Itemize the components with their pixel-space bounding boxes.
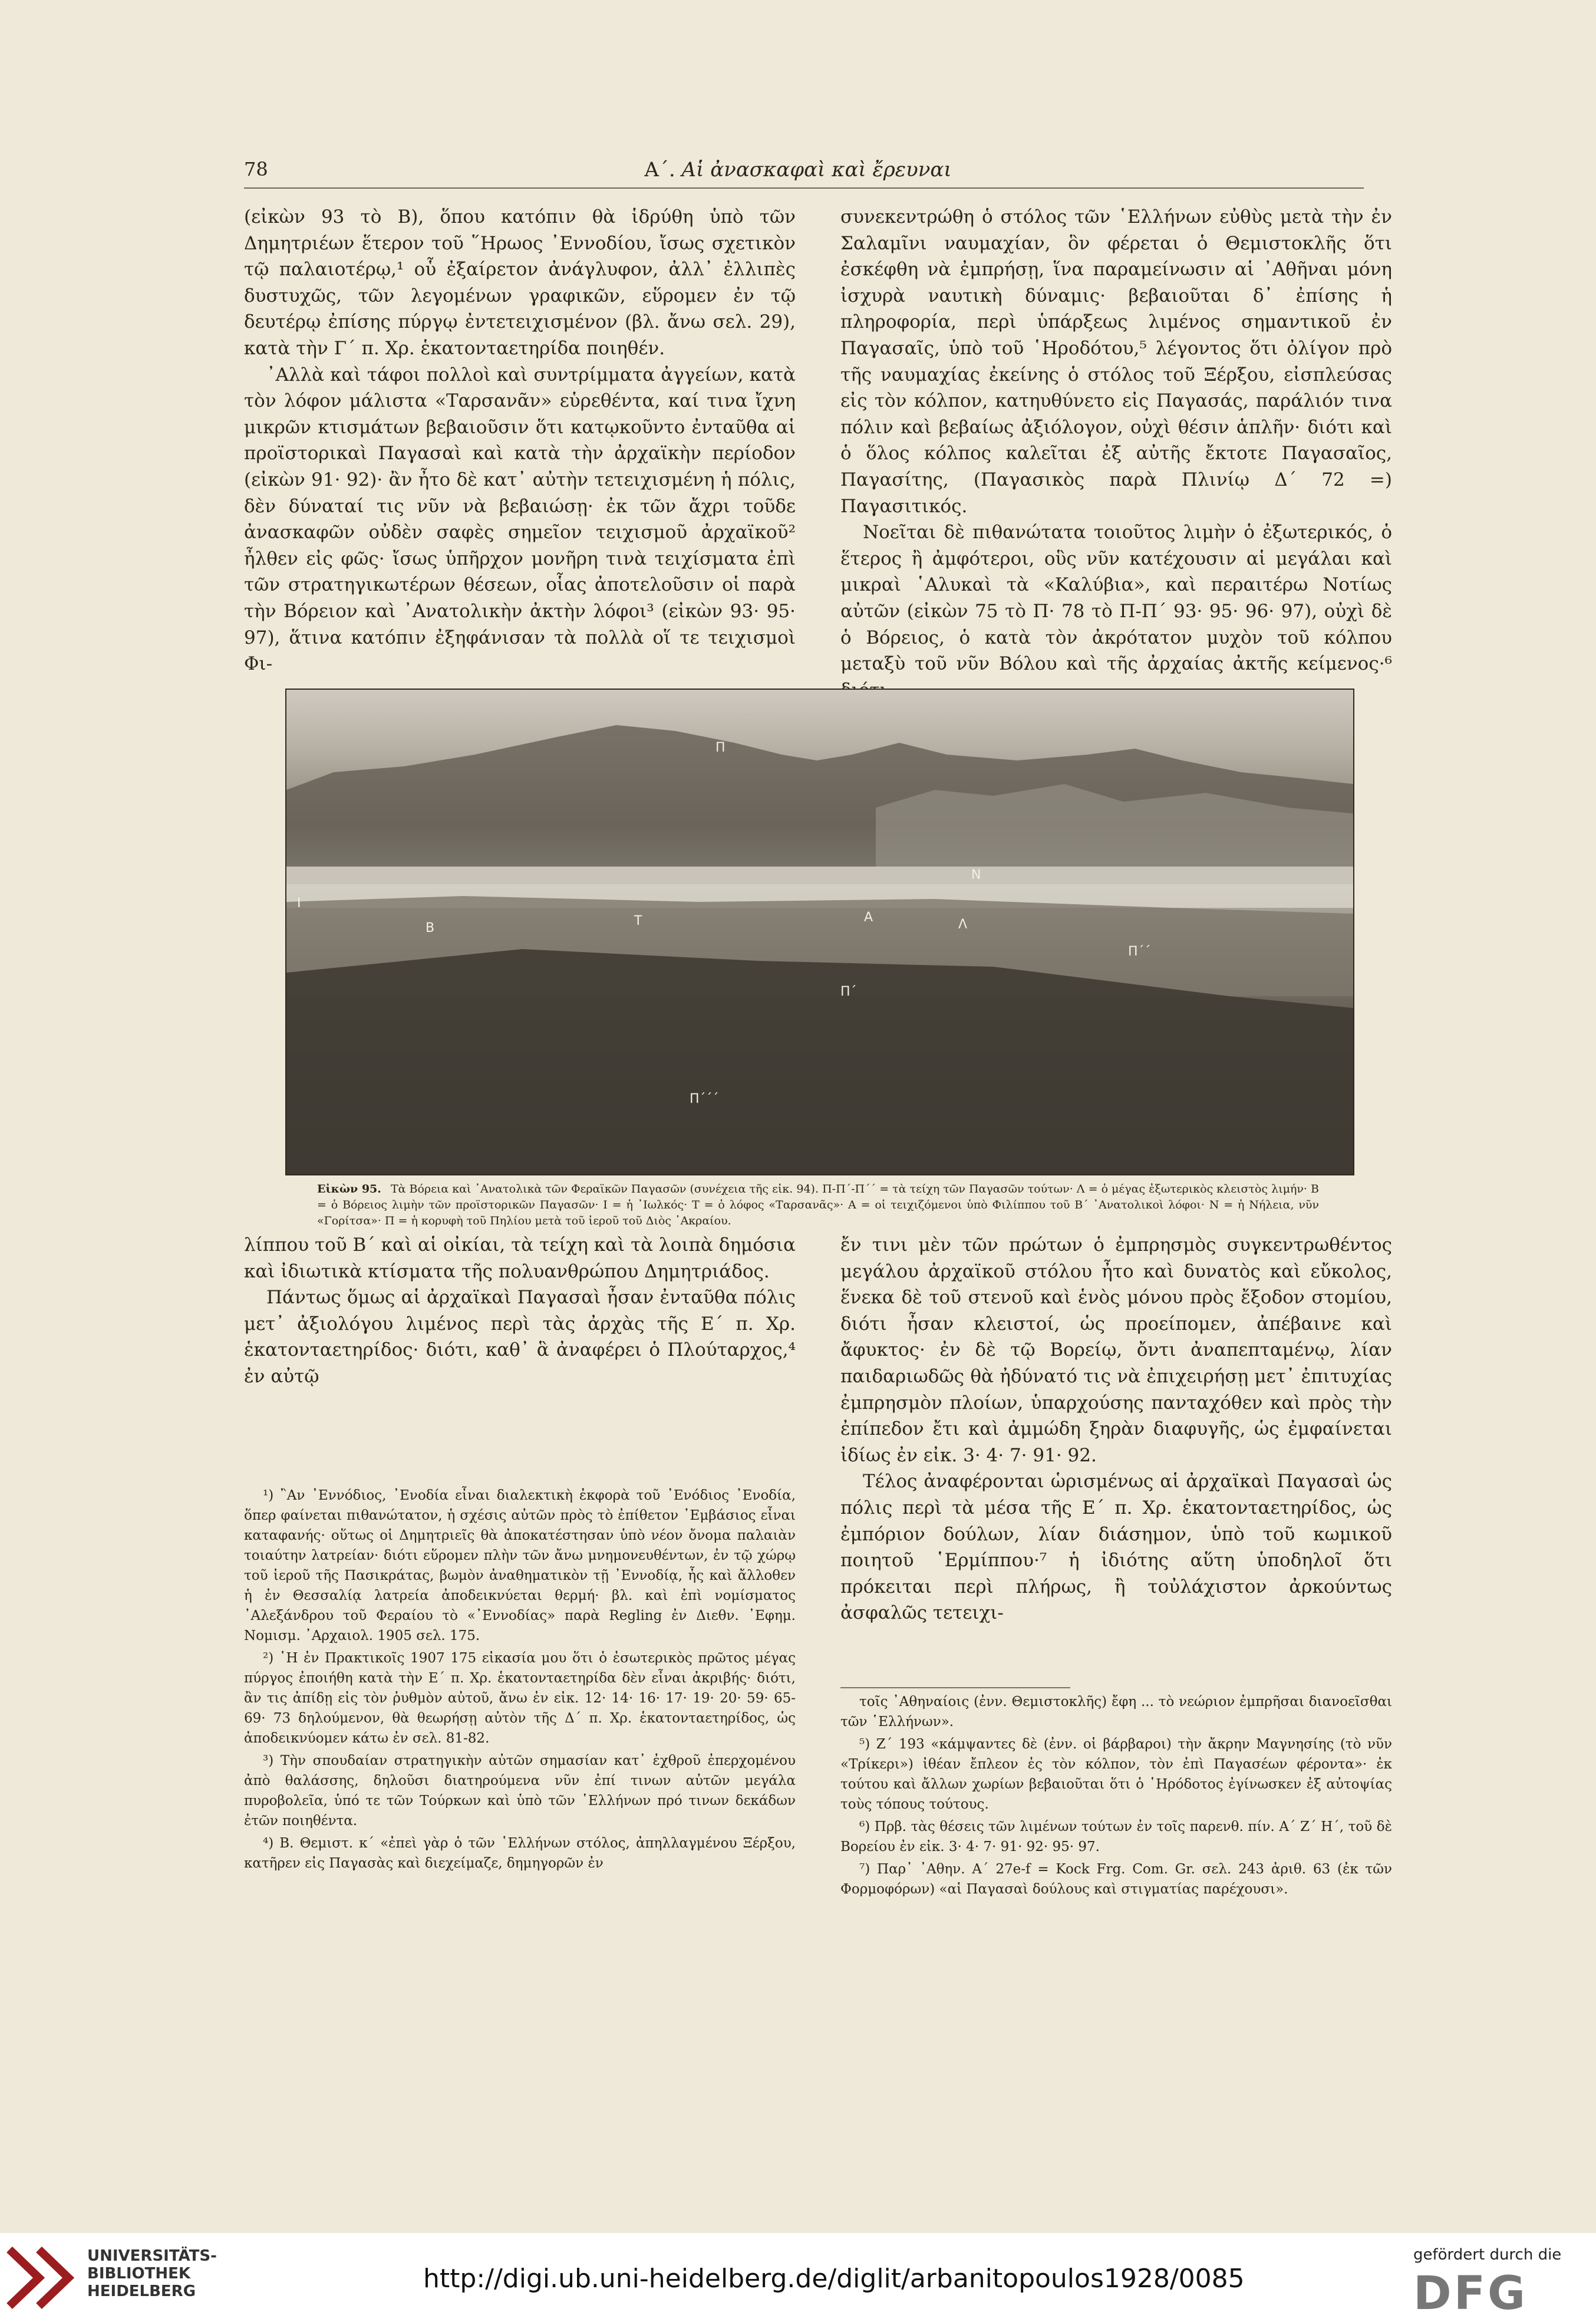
column-left-bottom xyxy=(244,1232,796,1390)
paragraph: Πάντως ὅμως αἱ ἀρχαϊκαὶ Παγασαὶ ἦσαν ἐνταῦθα πόλις μετ᾿ ἀξιολόγου λιμένος περὶ τὰς ἀρχὰς τῆς Ε΄ π. Χρ. ἑκατονταετηρίδος· διότι, καθ᾿ ἃ ἀναφέρει ὁ Πλούταρχος,⁴ ἐν αὐτῷ xyxy=(244,1287,796,1387)
column-right-top xyxy=(840,204,1392,703)
photo-label-tarsanas: Τ xyxy=(634,914,642,928)
landscape-photo xyxy=(285,689,1354,1175)
photo-label-peak: Π xyxy=(715,740,726,755)
footnote: ³) Τὴν σπουδαίαν στρατηγικὴν αὐτῶν σημασίαν κατ᾿ ἐχθροῦ ἐπερχομένου ἀπὸ θαλάσσης, δηλοῦσι διατηρούμενα νῦν ἐπί τινων αὐτῶν μεγάλα πυροβολεῖα, ὑπό τε τῶν Τούρκων καὶ ὑπὸ τῶν ῾Ελλήνων πρό τινων δεκάδων ἐτῶν ποιηθέντα. xyxy=(244,1753,796,1829)
photo-label-north-harbour: Β xyxy=(426,921,435,936)
column-left-top xyxy=(244,204,796,677)
photo-label-iolkos: Ι xyxy=(297,896,301,911)
header-rule xyxy=(244,187,1364,189)
footnote: ²) ῾Η ἐν Πρακτικοῖς 1907 175 εἰκασία μου ὅτι ὁ ἐσωτερικὸς πρῶτος μέγας πύργος ἐποιήθη κατὰ τὴν Ε΄ π. Χρ. ἑκατονταετηρίδα δὲν εἶναι ἀκριβής· διότι, ἂν τις ἀπίδῃ εἰς τὸν ῥυθμὸν αὐτοῦ, ἄνω ἐν εἰκ. 12· 14· 16· 17· 19· 20· 59· 65-69· 73 δηλούμενον, θὰ θεωρήσῃ αὐτὸν τῆς Δ΄ π. Χρ. ἑκατονταετηρίδος, ὡς ἀποδεικνύομεν κάτω ἐν σελ. 81-82. xyxy=(244,1651,796,1746)
photo-label-east-hills: Α xyxy=(864,910,873,925)
dfg-logo: DFG xyxy=(1413,2267,1528,2320)
photo-label-neleia: Ν xyxy=(971,868,981,882)
footnote: ¹) ῍Αν ᾿Εννόδιος, ᾿Ενοδία εἶναι διαλεκτικὴ ἐκφορὰ τοῦ ᾿Ενόδιος ᾿Ενοδία, ὅπερ φαίνεται πιθανώτατον, ἡ σχέσις αὐτῶν πρὸς τὸ ἐπίθετον ᾿Εμβάσιος εἶναι καταφανής· οὕτως οἱ Δημητριεῖς θὰ ἀποκατέστησαν ὑπὸ νέον ὄνομα παλαιὰν τοιαύτην λατρείαν· διότι εὕρομεν πλὴν τῶν ἄνω μνημονευθέντων, ἐν τῷ χώρῳ τοῦ ἱεροῦ τῆς Πασικράτας, βωμὸν ἀναθηματικὸν τῇ ᾿Εννοδίᾳ, ἧς καὶ ἄλλοθεν ἡ ἐν Θεσσαλίᾳ λατρεία ἀποδεικνύεται θερμή· βλ. καὶ ἐπὶ νομίσματος ᾿Αλεξάνδρου τοῦ Φεραίου τὸ «᾿Εννοδίας» παρὰ Regling ἐν Διεθν. ᾿Εφημ. Νομισμ. ᾿Αρχαιολ. 1905 σελ. 175. xyxy=(244,1488,796,1643)
footnote: ⁴) Β. Θεμιστ. κ΄ «ἐπεὶ γὰρ ὁ τῶν ῾Ελλήνων στόλος, ἀπηλλαγμένου Ξέρξου, κατῆρεν εἰς Παγασὰς καὶ διεχείμαζε, δημηγορῶν ἐν xyxy=(244,1836,796,1871)
footnote: ⁶) Πρβ. τὰς θέσεις τῶν λιμένων τούτων ἐν τοῖς παρενθ. πίν. Α΄ Ζ΄ Η΄, τοῦ δὲ Βορείου ἐν εἰκ. 3· 4· 7· 91· 92· 95· 97. xyxy=(840,1819,1392,1855)
running-head-text: Αἱ ἀνασκαφαὶ καὶ ἔρευναι xyxy=(681,158,952,182)
university-logo-icon xyxy=(4,2244,80,2314)
footnote: τοῖς ᾿Αθηναίοις (ἐνν. Θεμιστοκλῆς) ἔφη ... τὸ νεώριον ἐμπρῆσαι διανοεῖσθαι τῶν ῾Ελλήνων». xyxy=(840,1694,1392,1730)
caption-text: Τὰ Βόρεια καὶ ᾿Ανατολικὰ τῶν Φεραϊκῶν Παγασῶν (συνέχεια τῆς εἰκ. 94). Π-Π΄-Π΄΄ = τὰ τείχη τῶν Παγασῶν τούτων· Λ = ὁ μέγας ἐξωτερικὸς κλειστὸς λιμήν· Β = ὁ Βόρειος λιμὴν τῶν προϊστορικῶν Παγασῶν· Ι = ἡ ᾿Ιωλκός· Τ = ὁ λόφος «Ταρσανᾶς»· Α = οἱ τειχιζόμενοι ὑπὸ Φιλίππου τοῦ Β΄ ᾿Ανατολικοὶ λόφοι· Ν = ἡ Νήλεια, νῦν «Γορίτσα»· Π = ἡ κορυφὴ τοῦ Πηλίου μετὰ τοῦ ἱεροῦ τοῦ Διὸς ᾿Ακραίου. xyxy=(317,1183,1319,1227)
library-line-2: BIBLIOTHEK xyxy=(87,2265,191,2283)
landscape-drawing xyxy=(286,690,1353,1174)
paragraph: (εἰκὼν 93 τὸ Β), ὅπου κατόπιν θὰ ἱδρύθη ὑπὸ τῶν Δημητριέων ἕτερον τοῦ ῞Ηρωος ᾿Εννοδίου, ἴσως σχετικὸν τῷ παλαιοτέρῳ,¹ οὗ ἐξαίρετον ἀνάγλυφον, ἀλλ᾿ ἐλλιπὲς δυστυχῶς, τῶν λεγομένων γραφικῶν, εὕρομεν ἐν τῷ δευτέρῳ ἐπίσης πύργῳ ἐντετειχισμένον (βλ. ἄνω σελ. 29), κατὰ τὴν Γ΄ π. Χρ. ἑκατονταετηρίδα ποιηθέν. xyxy=(244,206,796,359)
paragraph: ᾿Αλλὰ καὶ τάφοι πολλοὶ καὶ συντρίμματα ἀγγείων, κατὰ τὸν λόφον μάλιστα «Ταρσανᾶν» εὑρεθέντα, καί τινα ἴχνη μικρῶν κτισμάτων βεβαιοῦσιν ὅτι κατῳκοῦντο ἐνταῦθα αἱ προϊστορικαὶ Παγασαὶ καὶ κατὰ τὴν ἀρχαϊκὴν περίοδον (εἰκὼν 91· 92)· ἂν ἦτο δὲ κατ᾿ αὐτὴν τετειχισμένη ἡ πόλις, δὲν δύναταί τις νῦν νὰ βεβαιώσῃ· ἐκ τῶν ἄχρι τοῦδε ἀνασκαφῶν οὐδὲν σαφὲς σημεῖον τειχισμοῦ ἀρχαϊκοῦ² ἦλθεν εἰς φῶς· ἴσως ὑπῆρχον μονῆρη τινὰ τειχίσματα ἐπὶ τῶν στρατηγικωτέρων θέσεων, οἷας ἀποτελοῦσιν οἱ παρὰ τὴν Βόρειον καὶ ᾿Ανατολικὴν ἀκτὴν λόφοι³ (εἰκὼν 93· 95· 97), ἅτινα κατόπιν ἐξηφάνισαν τὰ πολλὰ οἵ τε τειχισμοὶ Φι- xyxy=(244,364,796,675)
caption-title: Εἰκὼν 95. xyxy=(317,1183,381,1195)
library-line-3: HEIDELBERG xyxy=(87,2283,196,2300)
footnote: ⁵) Ζ΄ 193 «κάμψαντες δὲ (ἐνν. οἱ βάρβαροι) τὴν ἄκρην Μαγνησίης (τὸ νῦν «Τρίκερι») ἰθέαν ἔπλεον ἐς τὸν κόλπον, τὸν ἐπὶ Παγασέων φέροντα»· ἐκ τούτου καὶ ἄλλων χωρίων βεβαιοῦται ὅτι ὁ ῾Ηρόδοτος ἐγίνωσκεν ἐξ αὐτοψίας τοὺς τόπους τούτους. xyxy=(840,1737,1392,1812)
paragraph: Νοεῖται δὲ πιθανώτατα τοιοῦτος λιμὴν ὁ ἐξωτερικός, ὁ ἕτερος ἢ ἀμφότεροι, οὓς νῦν κατέχουσιν αἱ μεγάλαι καὶ μικραὶ ῾Αλυκαὶ τὰ «Καλύβια», καὶ περαιτέρω Νοτίως αὐτῶν (εἰκὼν 75 τὸ Π· 78 τὸ Π-Π΄ 93· 95· 96· 97), οὐχὶ δὲ ὁ Βόρειος, ὁ κατὰ τὸν ἀκρότατον μυχὸν τοῦ κόλπου μεταξὺ τοῦ νῦν Βόλου καὶ τῆς ἀρχαίας ἀκτῆς κείμενος·⁶ xyxy=(840,522,1392,675)
running-head-lead: Α΄. xyxy=(644,158,675,182)
photo-label-wall-3: Π΄΄΄ xyxy=(690,1092,719,1106)
funding-note: gefördert durch die xyxy=(1413,2246,1562,2264)
running-head xyxy=(0,158,1596,182)
figure-caption xyxy=(317,1181,1319,1229)
university-library-name xyxy=(87,2247,217,2300)
footnote: ⁷) Παρ᾿ ᾿Αθην. Α΄ 27e-f = Kock Frg. Com. Gr. σελ. 243 ἀριθ. 63 (ἐκ τῶν Φορμοφόρων) «αἱ Παγασαὶ δούλους καὶ στιγματίας παρέχουσι». xyxy=(840,1862,1392,1897)
photo-label-wall-1: Π΄ xyxy=(840,984,857,999)
photo-label-outer-harbour: Λ xyxy=(958,917,968,932)
footnotes-rule xyxy=(840,1687,1070,1688)
paragraph: συνεκεντρώθη ὁ στόλος τῶν ῾Ελλήνων εὐθὺς μετὰ τὴν ἐν Σαλαμῖνι ναυμαχίαν, ὃν φέρεται ὁ Θεμιστοκλῆς ὅτι ἐσκέφθη νὰ ἐμπρήσῃ, ἵνα παραμείνωσιν αἱ ᾿Αθῆναι μόνη ἰσχυρὰ ναυτικὴ δύναμις· βεβαιοῦται δ᾿ ἐπίσης ἡ πληροφορία, περὶ ὑπάρξεως λιμένος σημαντικοῦ ἐν Παγασαῖς, ὑπὸ τοῦ ῾Ηροδότου,⁵ λέγοντος ὅτι ὀλίγον πρὸ τῆς ναυμαχίας ἐκείνης ὁ στόλος τοῦ Ξέρξου, εἰσπλεύσας εἰς τὸν κόλπον, κατηυθύνετο εἰς Παγασάς, παράλιόν τινα πόλιν καὶ βεβαίως ἀξιόλογον, οὐχὶ θέσιν ἁπλῆν· διότι καὶ ὁ ὅλος κόλπος καλεῖται ἐξ αὐτῆς ἔκτοτε Παγασαῖος, Παγασίτης, (Παγασικὸς παρὰ Πλινίῳ Δ΄ 72 =) Παγασιτικός. xyxy=(840,206,1392,517)
column-right-bottom xyxy=(840,1232,1392,1626)
photo-label-wall-2: Π΄΄ xyxy=(1128,944,1151,959)
paragraph: λίππου τοῦ Β΄ καὶ αἱ οἰκίαι, τὰ τείχη καὶ τὰ λοιπὰ δημόσια καὶ ἰδιωτικὰ κτίσματα τῆς πολυανθρώπου Δημητριάδος. xyxy=(244,1234,796,1282)
footnotes-left xyxy=(244,1486,796,1876)
footnotes-right xyxy=(840,1692,1392,1902)
library-line-1: UNIVERSITÄTS- xyxy=(87,2247,217,2265)
paragraph: ἔν τινι μὲν τῶν πρώτων ὁ ἐμπρησμὸς συγκεντρωθέντος μεγάλου ἀρχαϊκοῦ στόλου ἦτο καὶ δυνατὸς καὶ εὔκολος, ἕνεκα δὲ τοῦ στενοῦ καὶ ἑνὸς μόνου πρὸς ἔξοδον στομίου, διότι ἦσαν κλειστοί, ὡς προείπομεν, ἀπέβαινε καὶ ἄφυκτος· ἐν δὲ τῷ Βορείῳ, ὄντι ἀναπεπταμένῳ, λίαν παιδαριωδῶς θὰ ἠδύνατό τις νὰ ἐπιχειρήσῃ μετ᾿ ἐπιτυχίας ἐμπρησμὸν πλοίων, ὑπαρχούσης πανταχόθεν καὶ πρὸς τὴν ἐπίπεδον ἔτι καὶ ἀμμώδη ξηρὰν διαφυγῆς, ὡς ἐμφαίνεται ἰδίως ἐν εἰκ. 3· 4· 7· 91· 92. xyxy=(840,1234,1392,1466)
paragraph: Τέλος ἀναφέρονται ὡρισμένως αἱ ἀρχαϊκαὶ Παγασαὶ ὡς πόλις περὶ τὰ μέσα τῆς Ε΄ π. Χρ. ἑκατονταετηρίδος, ὡς ἐμπόριον δούλων, λίαν διάσημον, ὑπὸ τοῦ κωμικοῦ ποιητοῦ ῾Ερμίππου·⁷ ἡ ἰδιότης αὕτη ὑποδηλοῖ ὅτι πρόκειται περὶ πλήρως, ἢ τοὐλάχιστον ἀρκούντως ἀσφαλῶς τετειχι- xyxy=(840,1471,1392,1624)
digital-url-link[interactable]: http://digi.ub.uni-heidelberg.de/diglit/arbanitopoulos1928/0085 xyxy=(423,2264,1245,2294)
page-number: 78 xyxy=(244,158,268,180)
